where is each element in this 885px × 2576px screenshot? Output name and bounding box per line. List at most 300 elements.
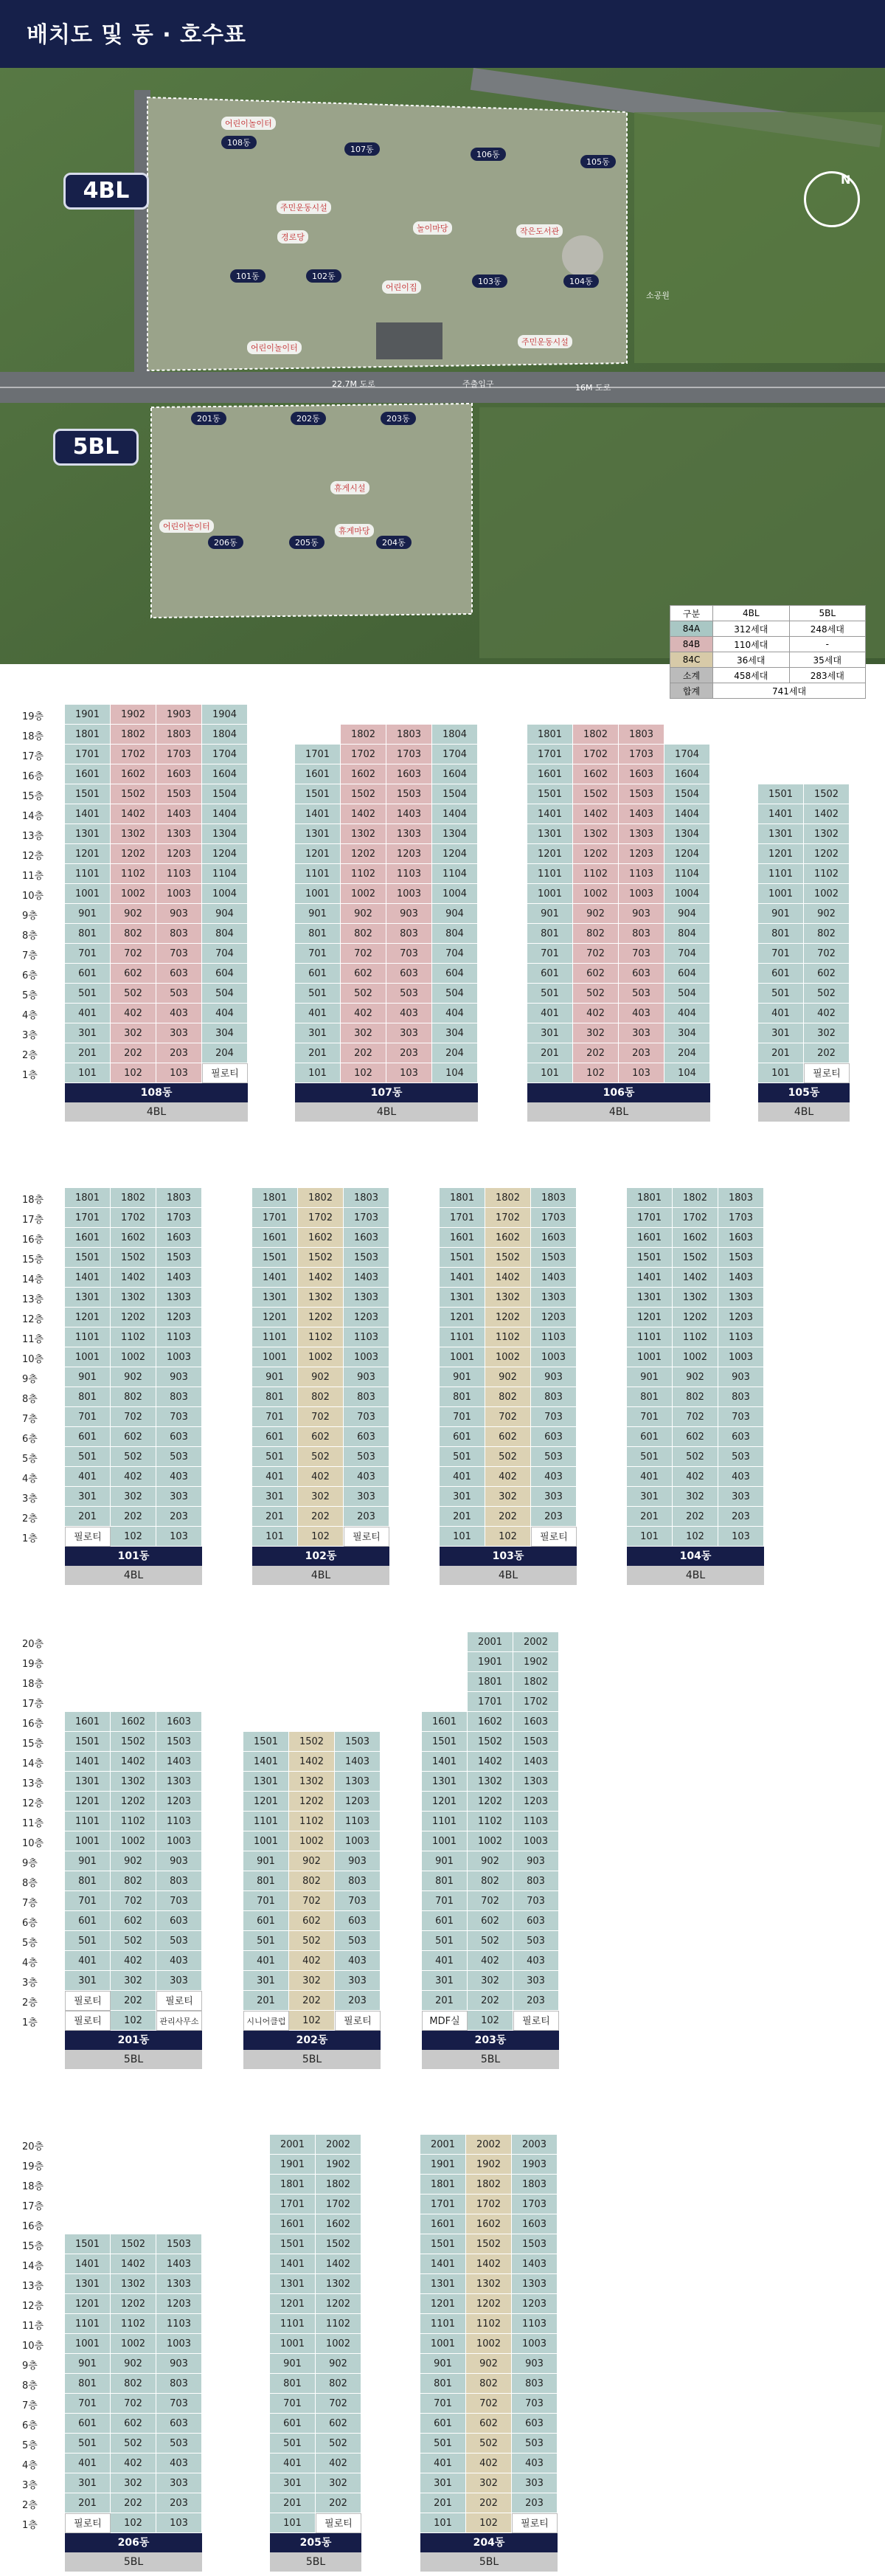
unit-cell[interactable]: 202 bbox=[466, 2493, 512, 2513]
unit-cell[interactable]: 1501 bbox=[527, 784, 573, 804]
unit-cell[interactable]: 301 bbox=[420, 2473, 466, 2493]
unit-cell[interactable]: 402 bbox=[341, 1004, 386, 1023]
dong-name-bar[interactable]: 108동 bbox=[65, 1083, 248, 1102]
unit-cell[interactable]: 701 bbox=[243, 1891, 289, 1911]
unit-cell[interactable]: 903 bbox=[344, 1367, 389, 1387]
unit-cell[interactable]: 1901 bbox=[65, 705, 111, 725]
unit-cell[interactable]: 603 bbox=[156, 1427, 202, 1447]
unit-cell[interactable]: 501 bbox=[270, 2434, 316, 2454]
unit-cell[interactable]: 902 bbox=[485, 1367, 531, 1387]
unit-cell[interactable]: 403 bbox=[619, 1004, 664, 1023]
bl-label-4bl[interactable]: 4BL bbox=[63, 173, 149, 210]
unit-cell[interactable]: 702 bbox=[341, 944, 386, 964]
unit-cell[interactable]: 401 bbox=[65, 1004, 111, 1023]
unit-cell[interactable]: 1901 bbox=[270, 2155, 316, 2175]
unit-cell[interactable]: 802 bbox=[804, 924, 850, 944]
unit-cell[interactable]: 1002 bbox=[468, 1831, 513, 1851]
unit-cell[interactable]: 501 bbox=[65, 984, 111, 1004]
unit-cell[interactable]: 301 bbox=[422, 1971, 468, 1991]
unit-cell[interactable]: 901 bbox=[243, 1851, 289, 1871]
unit-cell[interactable]: 303 bbox=[513, 1971, 559, 1991]
unit-cell[interactable]: 602 bbox=[341, 964, 386, 984]
unit-cell[interactable]: 2003 bbox=[512, 2135, 558, 2155]
unit-cell[interactable]: 901 bbox=[627, 1367, 673, 1387]
unit-cell[interactable]: 1502 bbox=[485, 1248, 531, 1268]
unit-cell[interactable]: 1501 bbox=[295, 784, 341, 804]
unit-cell[interactable]: 1703 bbox=[386, 745, 432, 764]
unit-cell[interactable]: 1402 bbox=[468, 1752, 513, 1772]
unit-cell[interactable]: 304 bbox=[432, 1023, 478, 1043]
unit-cell[interactable]: 802 bbox=[289, 1871, 335, 1891]
unit-cell[interactable]: 301 bbox=[440, 1487, 485, 1507]
unit-cell[interactable]: 501 bbox=[252, 1447, 298, 1467]
unit-cell[interactable]: 1903 bbox=[156, 705, 202, 725]
unit-cell[interactable]: 1303 bbox=[512, 2274, 558, 2294]
unit-cell[interactable]: 702 bbox=[804, 944, 850, 964]
unit-cell[interactable]: 901 bbox=[65, 2354, 111, 2374]
unit-cell[interactable]: 1201 bbox=[627, 1308, 673, 1327]
unit-cell[interactable]: 804 bbox=[664, 924, 710, 944]
unit-cell[interactable]: 903 bbox=[386, 904, 432, 924]
unit-cell[interactable]: 1601 bbox=[65, 764, 111, 784]
unit-cell[interactable]: 501 bbox=[65, 1931, 111, 1951]
unit-cell[interactable]: 1501 bbox=[440, 1248, 485, 1268]
unit-cell[interactable]: 201 bbox=[527, 1043, 573, 1063]
map-dong-202[interactable]: 202동 bbox=[291, 412, 326, 425]
map-dong-101[interactable]: 101동 bbox=[230, 269, 266, 283]
unit-cell[interactable]: 803 bbox=[344, 1387, 389, 1407]
unit-cell[interactable]: 1203 bbox=[386, 844, 432, 864]
unit-cell[interactable]: 1403 bbox=[344, 1268, 389, 1288]
unit-cell[interactable]: 1701 bbox=[270, 2195, 316, 2214]
unit-cell[interactable]: 703 bbox=[156, 2394, 202, 2414]
unit-cell[interactable]: 1003 bbox=[386, 884, 432, 904]
unit-cell[interactable]: 1202 bbox=[804, 844, 850, 864]
unit-cell[interactable]: 802 bbox=[673, 1387, 718, 1407]
unit-cell[interactable]: 201 bbox=[65, 2493, 111, 2513]
unit-cell[interactable]: 1402 bbox=[316, 2254, 361, 2274]
unit-cell[interactable]: 1702 bbox=[111, 745, 156, 764]
unit-cell[interactable]: 901 bbox=[252, 1367, 298, 1387]
unit-cell[interactable]: 1104 bbox=[202, 864, 248, 884]
unit-cell[interactable]: 1202 bbox=[573, 844, 619, 864]
unit-cell[interactable]: 101 bbox=[627, 1527, 673, 1547]
unit-cell[interactable]: 1501 bbox=[65, 2234, 111, 2254]
unit-cell[interactable]: 1103 bbox=[619, 864, 664, 884]
unit-cell[interactable]: 502 bbox=[111, 1931, 156, 1951]
unit-cell[interactable]: 1103 bbox=[156, 1812, 202, 1831]
unit-cell[interactable]: 102 bbox=[111, 1527, 156, 1547]
unit-cell[interactable]: 702 bbox=[466, 2394, 512, 2414]
unit-cell[interactable]: 901 bbox=[527, 904, 573, 924]
unit-cell[interactable]: 802 bbox=[573, 924, 619, 944]
unit-cell[interactable]: 801 bbox=[252, 1387, 298, 1407]
unit-cell[interactable]: 201 bbox=[252, 1507, 298, 1527]
unit-cell[interactable]: 1303 bbox=[156, 2274, 202, 2294]
unit-cell[interactable]: 1601 bbox=[440, 1228, 485, 1248]
unit-cell[interactable]: 902 bbox=[573, 904, 619, 924]
unit-cell[interactable]: 701 bbox=[527, 944, 573, 964]
unit-cell[interactable]: 1502 bbox=[466, 2234, 512, 2254]
unit-cell[interactable]: 1403 bbox=[718, 1268, 764, 1288]
unit-cell[interactable]: 1403 bbox=[156, 2254, 202, 2274]
unit-cell[interactable]: 1002 bbox=[111, 2334, 156, 2354]
unit-cell[interactable]: 302 bbox=[804, 1023, 850, 1043]
unit-cell[interactable]: 903 bbox=[156, 904, 202, 924]
unit-cell[interactable]: 502 bbox=[485, 1447, 531, 1467]
unit-cell[interactable]: 903 bbox=[156, 1367, 202, 1387]
unit-cell[interactable]: 1802 bbox=[485, 1188, 531, 1208]
unit-cell[interactable]: 1204 bbox=[664, 844, 710, 864]
unit-cell[interactable]: 801 bbox=[65, 924, 111, 944]
unit-cell[interactable]: 602 bbox=[673, 1427, 718, 1447]
unit-cell[interactable]: 602 bbox=[111, 2414, 156, 2434]
unit-cell[interactable]: 903 bbox=[619, 904, 664, 924]
unit-cell[interactable]: 1304 bbox=[664, 824, 710, 844]
unit-cell[interactable]: 1102 bbox=[485, 1327, 531, 1347]
unit-cell[interactable]: 1403 bbox=[335, 1752, 381, 1772]
unit-cell[interactable]: 1801 bbox=[270, 2175, 316, 2195]
unit-cell[interactable]: 1503 bbox=[386, 784, 432, 804]
unit-cell[interactable]: 1601 bbox=[527, 764, 573, 784]
unit-cell[interactable]: 503 bbox=[156, 2434, 202, 2454]
unit-cell[interactable]: 필로티 bbox=[512, 2513, 558, 2533]
unit-cell[interactable]: 1501 bbox=[243, 1732, 289, 1752]
unit-cell[interactable]: 601 bbox=[270, 2414, 316, 2434]
unit-cell[interactable]: 702 bbox=[111, 2394, 156, 2414]
unit-cell[interactable]: 903 bbox=[718, 1367, 764, 1387]
unit-cell[interactable]: 403 bbox=[156, 2454, 202, 2473]
unit-cell[interactable]: 1803 bbox=[718, 1188, 764, 1208]
unit-cell[interactable]: 202 bbox=[485, 1507, 531, 1527]
unit-cell[interactable]: 703 bbox=[718, 1407, 764, 1427]
unit-cell[interactable]: 902 bbox=[289, 1851, 335, 1871]
unit-cell[interactable]: 1003 bbox=[156, 2334, 202, 2354]
unit-cell[interactable]: 401 bbox=[65, 2454, 111, 2473]
unit-cell[interactable]: 1201 bbox=[758, 844, 804, 864]
unit-cell[interactable]: 501 bbox=[758, 984, 804, 1004]
unit-cell[interactable]: 1703 bbox=[156, 745, 202, 764]
unit-cell[interactable]: 503 bbox=[156, 1931, 202, 1951]
unit-cell[interactable]: 804 bbox=[432, 924, 478, 944]
unit-cell[interactable]: 1102 bbox=[804, 864, 850, 884]
unit-cell[interactable]: 901 bbox=[270, 2354, 316, 2374]
unit-cell[interactable]: 1403 bbox=[156, 1268, 202, 1288]
unit-cell[interactable]: 1003 bbox=[156, 1347, 202, 1367]
unit-cell[interactable]: 202 bbox=[341, 1043, 386, 1063]
unit-cell[interactable]: 1102 bbox=[673, 1327, 718, 1347]
unit-cell[interactable]: 201 bbox=[65, 1043, 111, 1063]
unit-cell[interactable]: 1503 bbox=[344, 1248, 389, 1268]
unit-cell[interactable]: 1603 bbox=[156, 1228, 202, 1248]
unit-cell[interactable]: 1203 bbox=[512, 2294, 558, 2314]
unit-cell[interactable]: 1201 bbox=[243, 1792, 289, 1812]
unit-cell[interactable]: 202 bbox=[111, 1043, 156, 1063]
dong-name-bar[interactable]: 206동 bbox=[65, 2533, 202, 2552]
unit-cell[interactable]: 1502 bbox=[111, 1248, 156, 1268]
unit-cell[interactable]: 1202 bbox=[341, 844, 386, 864]
unit-cell[interactable]: 403 bbox=[513, 1951, 559, 1971]
unit-cell[interactable]: 1201 bbox=[440, 1308, 485, 1327]
unit-cell[interactable]: 602 bbox=[573, 964, 619, 984]
unit-cell[interactable]: 601 bbox=[243, 1911, 289, 1931]
unit-cell[interactable]: 1803 bbox=[531, 1188, 577, 1208]
unit-cell[interactable]: 1103 bbox=[531, 1327, 577, 1347]
unit-cell[interactable]: 903 bbox=[156, 2354, 202, 2374]
unit-cell[interactable]: 1201 bbox=[65, 1308, 111, 1327]
unit-cell[interactable]: 603 bbox=[156, 1911, 202, 1931]
unit-cell[interactable]: 1002 bbox=[485, 1347, 531, 1367]
unit-cell[interactable]: 1902 bbox=[316, 2155, 361, 2175]
unit-cell[interactable]: 902 bbox=[111, 1851, 156, 1871]
unit-cell[interactable]: 103 bbox=[156, 1527, 202, 1547]
unit-cell[interactable]: 1401 bbox=[243, 1752, 289, 1772]
unit-cell[interactable]: 1001 bbox=[243, 1831, 289, 1851]
unit-cell[interactable]: 1804 bbox=[432, 725, 478, 745]
unit-cell[interactable]: 902 bbox=[466, 2354, 512, 2374]
unit-cell[interactable]: 1502 bbox=[573, 784, 619, 804]
dong-name-bar[interactable]: 101동 bbox=[65, 1547, 202, 1566]
unit-cell[interactable]: 1302 bbox=[289, 1772, 335, 1792]
unit-cell[interactable]: 601 bbox=[420, 2414, 466, 2434]
unit-cell[interactable]: 602 bbox=[111, 1911, 156, 1931]
unit-cell[interactable]: 203 bbox=[386, 1043, 432, 1063]
unit-cell[interactable]: 403 bbox=[335, 1951, 381, 1971]
map-dong-104[interactable]: 104동 bbox=[563, 274, 599, 288]
unit-cell[interactable]: 301 bbox=[270, 2473, 316, 2493]
unit-cell[interactable]: 1302 bbox=[111, 824, 156, 844]
unit-cell[interactable]: 1602 bbox=[316, 2214, 361, 2234]
unit-cell[interactable]: 1203 bbox=[718, 1308, 764, 1327]
unit-cell[interactable]: 702 bbox=[298, 1407, 344, 1427]
unit-cell[interactable]: 602 bbox=[485, 1427, 531, 1447]
unit-cell[interactable]: 701 bbox=[295, 944, 341, 964]
unit-cell[interactable]: 관리사무소 bbox=[156, 2011, 202, 2031]
unit-cell[interactable]: 1702 bbox=[111, 1208, 156, 1228]
unit-cell[interactable]: 1701 bbox=[420, 2195, 466, 2214]
unit-cell[interactable]: 803 bbox=[513, 1871, 559, 1891]
unit-cell[interactable]: 1304 bbox=[202, 824, 248, 844]
unit-cell[interactable]: 1203 bbox=[513, 1792, 559, 1812]
unit-cell[interactable]: 902 bbox=[111, 904, 156, 924]
unit-cell[interactable]: 202 bbox=[289, 1991, 335, 2011]
unit-cell[interactable]: 1102 bbox=[468, 1812, 513, 1831]
unit-cell[interactable]: 1501 bbox=[65, 1732, 111, 1752]
unit-cell[interactable]: 1501 bbox=[627, 1248, 673, 1268]
unit-cell[interactable]: 1302 bbox=[111, 1288, 156, 1308]
unit-cell[interactable]: 102 bbox=[341, 1063, 386, 1083]
unit-cell[interactable]: 1103 bbox=[512, 2314, 558, 2334]
unit-cell[interactable]: 1603 bbox=[531, 1228, 577, 1248]
unit-cell[interactable]: 1503 bbox=[156, 1732, 202, 1752]
unit-cell[interactable]: 1102 bbox=[111, 864, 156, 884]
unit-cell[interactable]: 401 bbox=[252, 1467, 298, 1487]
unit-cell[interactable]: 1502 bbox=[673, 1248, 718, 1268]
unit-cell[interactable]: 1102 bbox=[289, 1812, 335, 1831]
unit-cell[interactable]: 1703 bbox=[344, 1208, 389, 1228]
unit-cell[interactable]: 704 bbox=[664, 944, 710, 964]
unit-cell[interactable]: 104 bbox=[664, 1063, 710, 1083]
unit-cell[interactable]: 301 bbox=[243, 1971, 289, 1991]
unit-cell[interactable]: 203 bbox=[718, 1507, 764, 1527]
unit-cell[interactable]: 1401 bbox=[758, 804, 804, 824]
unit-cell[interactable]: 1404 bbox=[664, 804, 710, 824]
unit-cell[interactable]: 401 bbox=[65, 1467, 111, 1487]
unit-cell[interactable]: 101 bbox=[420, 2513, 466, 2533]
unit-cell[interactable]: 1603 bbox=[718, 1228, 764, 1248]
unit-cell[interactable]: 501 bbox=[243, 1931, 289, 1951]
unit-cell[interactable]: 701 bbox=[420, 2394, 466, 2414]
unit-cell[interactable]: 1602 bbox=[298, 1228, 344, 1248]
unit-cell[interactable]: 1401 bbox=[65, 2254, 111, 2274]
unit-cell[interactable]: 필로티 bbox=[202, 1063, 248, 1083]
unit-cell[interactable]: 1301 bbox=[295, 824, 341, 844]
unit-cell[interactable]: 1302 bbox=[111, 2274, 156, 2294]
unit-cell[interactable]: 1103 bbox=[335, 1812, 381, 1831]
unit-cell[interactable]: 2002 bbox=[316, 2135, 361, 2155]
unit-cell[interactable]: 501 bbox=[527, 984, 573, 1004]
unit-cell[interactable]: 701 bbox=[422, 1891, 468, 1911]
unit-cell[interactable]: 502 bbox=[466, 2434, 512, 2454]
unit-cell[interactable]: 1301 bbox=[440, 1288, 485, 1308]
unit-cell[interactable]: 302 bbox=[573, 1023, 619, 1043]
unit-cell[interactable]: 1404 bbox=[432, 804, 478, 824]
unit-cell[interactable]: 1501 bbox=[422, 1732, 468, 1752]
map-dong-108[interactable]: 108동 bbox=[221, 136, 257, 149]
unit-cell[interactable]: 1701 bbox=[527, 745, 573, 764]
unit-cell[interactable]: 403 bbox=[386, 1004, 432, 1023]
unit-cell[interactable]: 1803 bbox=[512, 2175, 558, 2195]
unit-cell[interactable]: 1602 bbox=[468, 1712, 513, 1732]
unit-cell[interactable]: 1701 bbox=[468, 1692, 513, 1712]
unit-cell[interactable]: 1503 bbox=[335, 1732, 381, 1752]
unit-cell[interactable]: 1002 bbox=[111, 1347, 156, 1367]
unit-cell[interactable]: 903 bbox=[531, 1367, 577, 1387]
unit-cell[interactable]: 1502 bbox=[111, 1732, 156, 1752]
unit-cell[interactable]: 1001 bbox=[295, 884, 341, 904]
unit-cell[interactable]: 1602 bbox=[111, 1228, 156, 1248]
unit-cell[interactable]: 801 bbox=[627, 1387, 673, 1407]
unit-cell[interactable]: 402 bbox=[111, 1951, 156, 1971]
unit-cell[interactable]: 1101 bbox=[243, 1812, 289, 1831]
unit-cell[interactable]: 301 bbox=[758, 1023, 804, 1043]
unit-cell[interactable]: 103 bbox=[156, 1063, 202, 1083]
unit-cell[interactable]: 1303 bbox=[335, 1772, 381, 1792]
unit-cell[interactable]: 302 bbox=[111, 1487, 156, 1507]
unit-cell[interactable]: 203 bbox=[619, 1043, 664, 1063]
unit-cell[interactable]: 1301 bbox=[527, 824, 573, 844]
unit-cell[interactable]: 303 bbox=[156, 2473, 202, 2493]
unit-cell[interactable]: 802 bbox=[466, 2374, 512, 2394]
unit-cell[interactable]: 602 bbox=[298, 1427, 344, 1447]
unit-cell[interactable]: 503 bbox=[512, 2434, 558, 2454]
unit-cell[interactable]: 1303 bbox=[156, 1772, 202, 1792]
unit-cell[interactable]: 필로티 bbox=[344, 1527, 389, 1547]
unit-cell[interactable]: 403 bbox=[156, 1467, 202, 1487]
unit-cell[interactable]: 804 bbox=[202, 924, 248, 944]
unit-cell[interactable]: 1503 bbox=[156, 1248, 202, 1268]
unit-cell[interactable]: 1203 bbox=[156, 2294, 202, 2314]
unit-cell[interactable]: 1403 bbox=[386, 804, 432, 824]
unit-cell[interactable]: 1301 bbox=[420, 2274, 466, 2294]
unit-cell[interactable]: 204 bbox=[664, 1043, 710, 1063]
unit-cell[interactable]: 1802 bbox=[513, 1672, 559, 1692]
unit-cell[interactable]: 1801 bbox=[420, 2175, 466, 2195]
unit-cell[interactable]: 403 bbox=[344, 1467, 389, 1487]
unit-cell[interactable]: 403 bbox=[156, 1004, 202, 1023]
unit-cell[interactable]: 1602 bbox=[111, 1712, 156, 1732]
unit-cell[interactable]: 601 bbox=[758, 964, 804, 984]
unit-cell[interactable]: 403 bbox=[156, 1951, 202, 1971]
unit-cell[interactable]: 1501 bbox=[270, 2234, 316, 2254]
map-dong-206[interactable]: 206동 bbox=[208, 536, 243, 549]
unit-cell[interactable]: 201 bbox=[422, 1991, 468, 2011]
unit-cell[interactable]: 1402 bbox=[111, 1752, 156, 1772]
unit-cell[interactable]: 1303 bbox=[718, 1288, 764, 1308]
unit-cell[interactable]: 203 bbox=[156, 2493, 202, 2513]
unit-cell[interactable]: 1402 bbox=[466, 2254, 512, 2274]
unit-cell[interactable]: 303 bbox=[344, 1487, 389, 1507]
unit-cell[interactable]: 301 bbox=[295, 1023, 341, 1043]
unit-cell[interactable]: 1301 bbox=[65, 2274, 111, 2294]
unit-cell[interactable]: 1602 bbox=[573, 764, 619, 784]
unit-cell[interactable]: 203 bbox=[512, 2493, 558, 2513]
unit-cell[interactable]: 101 bbox=[270, 2513, 316, 2533]
unit-cell[interactable]: 1602 bbox=[341, 764, 386, 784]
unit-cell[interactable]: 401 bbox=[422, 1951, 468, 1971]
unit-cell[interactable]: 1102 bbox=[111, 1327, 156, 1347]
unit-cell[interactable]: 302 bbox=[673, 1487, 718, 1507]
unit-cell[interactable]: 404 bbox=[202, 1004, 248, 1023]
unit-cell[interactable]: 1603 bbox=[619, 764, 664, 784]
unit-cell[interactable]: 701 bbox=[252, 1407, 298, 1427]
unit-cell[interactable]: 1802 bbox=[341, 725, 386, 745]
unit-cell[interactable]: 803 bbox=[718, 1387, 764, 1407]
unit-cell[interactable]: 402 bbox=[466, 2454, 512, 2473]
unit-cell[interactable]: 1201 bbox=[65, 844, 111, 864]
unit-cell[interactable]: 1803 bbox=[156, 725, 202, 745]
unit-cell[interactable]: 1401 bbox=[527, 804, 573, 824]
unit-cell[interactable]: 504 bbox=[664, 984, 710, 1004]
unit-cell[interactable]: 202 bbox=[804, 1043, 850, 1063]
unit-cell[interactable]: 601 bbox=[440, 1427, 485, 1447]
unit-cell[interactable]: 1701 bbox=[627, 1208, 673, 1228]
unit-cell[interactable]: 1503 bbox=[718, 1248, 764, 1268]
unit-cell[interactable]: 1101 bbox=[527, 864, 573, 884]
unit-cell[interactable]: 102 bbox=[289, 2011, 335, 2031]
unit-cell[interactable]: 1302 bbox=[573, 824, 619, 844]
unit-cell[interactable]: 1003 bbox=[718, 1347, 764, 1367]
unit-cell[interactable]: 501 bbox=[627, 1447, 673, 1467]
unit-cell[interactable]: 1802 bbox=[298, 1188, 344, 1208]
unit-cell[interactable]: 1104 bbox=[432, 864, 478, 884]
unit-cell[interactable]: 903 bbox=[512, 2354, 558, 2374]
unit-cell[interactable]: 1301 bbox=[627, 1288, 673, 1308]
unit-cell[interactable]: 1203 bbox=[619, 844, 664, 864]
unit-cell[interactable]: 1903 bbox=[512, 2155, 558, 2175]
unit-cell[interactable]: 103 bbox=[718, 1527, 764, 1547]
unit-cell[interactable]: 1204 bbox=[432, 844, 478, 864]
unit-cell[interactable]: 602 bbox=[804, 964, 850, 984]
unit-cell[interactable]: 필로티 bbox=[335, 2011, 381, 2031]
unit-cell[interactable]: 603 bbox=[344, 1427, 389, 1447]
unit-cell[interactable]: 1503 bbox=[512, 2234, 558, 2254]
unit-cell[interactable]: 1301 bbox=[65, 1772, 111, 1792]
unit-cell[interactable]: 302 bbox=[298, 1487, 344, 1507]
unit-cell[interactable]: 404 bbox=[664, 1004, 710, 1023]
unit-cell[interactable]: 1202 bbox=[316, 2294, 361, 2314]
unit-cell[interactable]: 1203 bbox=[156, 1308, 202, 1327]
